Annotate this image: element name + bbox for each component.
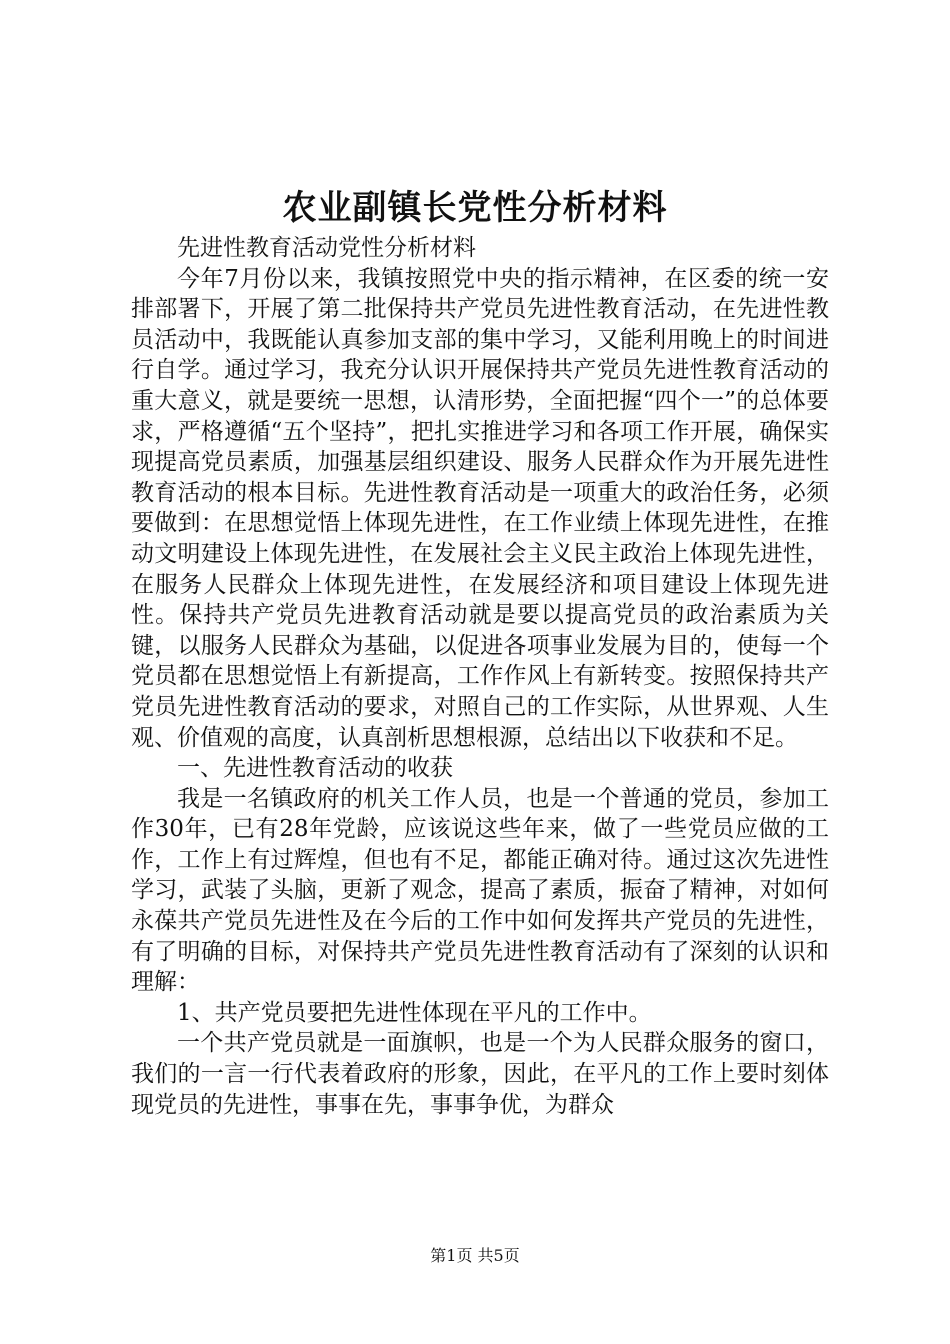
paragraph-self-description: 我是一名镇政府的机关工作人员，也是一个普通的党员，参加工作30年，已有28年党龄，应该说这些年来，做了一些党员应做的工作，工作上有过辉煌，但也有不足，都能正确对待。通过这次先进性学习，武装了头脑，更新了观念，提高了素质，振奋了精神，对如何永葆共产党员先进性及在今后的工作中如何发挥共产党员的先进性，有了明确的目标，对保持共产党员先进性教育活动有了深刻的认识和理解： <box>131 785 829 996</box>
paragraph-intro: 今年7月份以来，我镇按照党中央的指示精神，在区委的统一安排部署下，开展了第二批保持共产党员先进性教育活动，在先进性教员活动中，我既能认真参加支部的集中学习，又能利用晚上的时间进行自学。通过学习，我充分认识开展保持共产党员先进性教育活动的重大意义，就是要统一思想，认清形势，全面把握“四个一”的总体要求，严格遵循“五个坚持”，把扎实推进学习和各项工作开展，确保实现提高党员素质，加强基层组织建设、服务人民群众作为开展先进性教育活动的根本目标。先进性教育活动是一项重大的政治任务，必须要做到：在思想觉悟上体现先进性，在工作业绩上体现先进性，在推动文明建设上体现先进性，在发展社会主义民主政治上体现先进性，在服务人民群众上体现先进性，在发展经济和项目建设上体现先进性。保持共产党员先进教育活动就是要以提高党员的政治素质为关键，以服务人民群众为基础，以促进各项事业发展为目的，使每一个党员都在思想觉悟上有新提高，工作作风上有新转变。按照保持共产党员先进性教育活动的要求，对照自己的工作实际，从世界观、人生观、价值观的高度，认真剖析思想根源，总结出以下收获和不足。 <box>131 265 829 751</box>
paragraph-flag: 一个共产党员就是一面旗帜，也是一个为人民群众服务的窗口，我们的一言一行代表着政府的形象，因此，在平凡的工作上要时刻体现党员的先进性，事事在先，事事争优，为群众 <box>131 1030 829 1118</box>
subsection-heading: 1、共产党员要把先进性体现在平凡的工作中。 <box>177 999 652 1026</box>
document-body <box>131 233 829 1120</box>
document-title: 农业副镇长党性分析材料 <box>282 188 668 228</box>
section-heading: 一、先进性教育活动的收获 <box>177 755 453 782</box>
page-number-footer: 第1页 共5页 <box>430 1246 520 1265</box>
paragraph-subtitle: 先进性教育活动党性分析材料 <box>177 235 476 261</box>
